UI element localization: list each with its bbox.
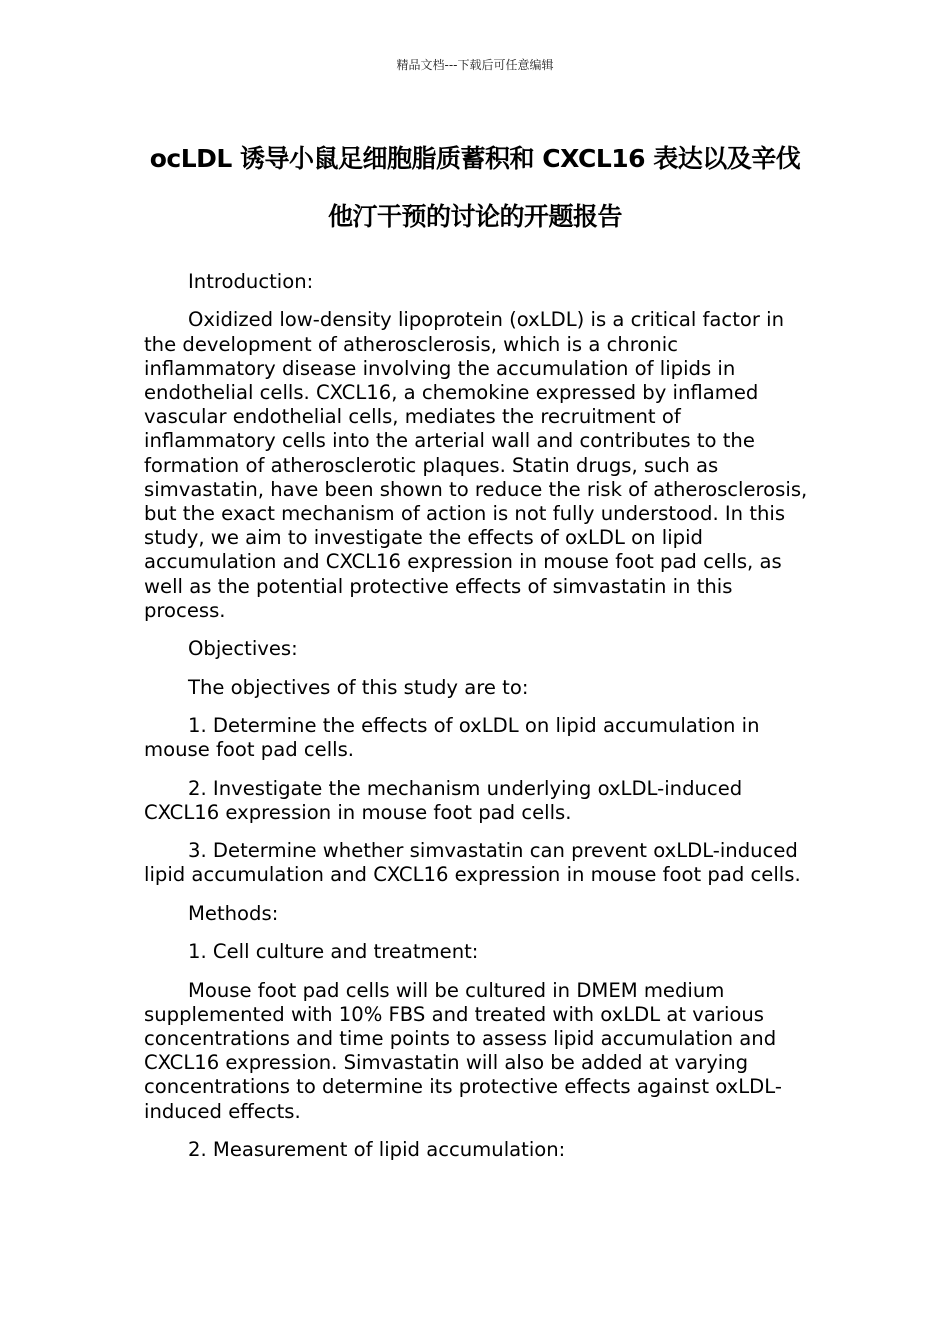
document-title: ocLDL 诱导小鼠足细胞脂质蓄积和 CXCL16 表达以及辛伐他汀干预的讨论的开题报告 [149, 144, 801, 231]
heading-objectives: Objectives: [188, 637, 298, 661]
objective-item-3: 3. Determine whether simvastatin can prevent oxLDL-induced lipid accumulation and CXCL16 expression in mouse foot pad cells. [144, 839, 801, 887]
objective-item-1: 1. Determine the effects of oxLDL on lipid accumulation in mouse foot pad cells. [144, 714, 760, 762]
paragraph-objectives-intro: The objectives of this study are to: [188, 675, 529, 699]
paragraph-method-1: Mouse foot pad cells will be cultured in DMEM medium supplemented with 10% FBS and treated with oxLDL at various concentrations and time points to assess lipid accumulation and CXCL16 expression. Simvastatin will also be added at varying concentrations to determine its protective effects against oxLDL-induced effects. [144, 978, 782, 1123]
heading-introduction: Introduction: [188, 270, 314, 293]
paragraph-introduction: Oxidized low-density lipoprotein (oxLDL) is a critical factor in the development of atherosclerosis, which is a chronic inflammatory disease involving the accumulation of lipids in endothelial cells. CXCL16, a chemokine expressed by inflamed vascular endothelial cells, mediates the recruitment of inflammatory cells into the arterial wall and contributes to the formation of atherosclerotic plaques. Statin drugs, such as simvastatin, have been shown to reduce the risk of atherosclerosis, but the exact mechanism of action is not fully understood. In this study, we aim to investigate the effects of oxLDL on lipid accumulation and CXCL16 expression in mouse foot pad cells, as well as the potential protective effects of simvastatin in this process. [144, 308, 808, 622]
method-heading-1: 1. Cell culture and treatment: [188, 940, 479, 964]
header-note: 精品文档---下载后可任意编辑 [396, 58, 554, 72]
method-heading-2: 2. Measurement of lipid accumulation: [188, 1137, 566, 1161]
heading-methods: Methods: [188, 901, 279, 925]
document-body [144, 270, 808, 1176]
objective-item-2: 2. Investigate the mechanism underlying oxLDL-induced CXCL16 expression in mouse foot pad cells. [144, 776, 743, 824]
